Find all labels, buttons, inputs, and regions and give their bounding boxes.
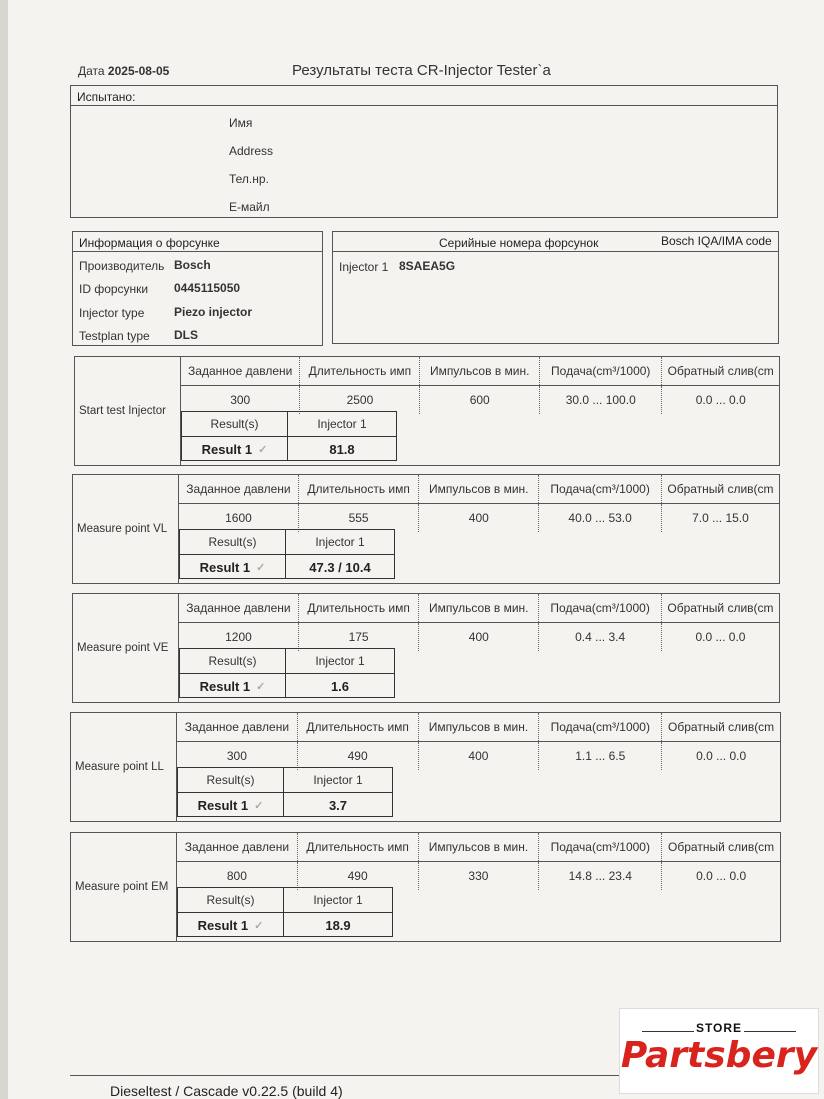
params-header-row	[179, 475, 779, 504]
injector-type-label: Injector type	[79, 306, 145, 320]
param-value: 7.0 ... 15.0	[692, 511, 749, 525]
code-label: Bosch IQA/IMA code	[661, 234, 772, 248]
result-label: Result 1	[197, 917, 249, 933]
injector-id-value: 0445115050	[174, 281, 241, 295]
test-name: Measure point VL	[77, 523, 168, 535]
tested-box	[70, 85, 778, 218]
param-header: Обратный слив(cm	[661, 594, 779, 623]
page-title: Результаты теста CR-Injector Tester`a	[292, 62, 551, 79]
result-table	[181, 411, 397, 461]
injector-header: Injector 1	[315, 535, 365, 549]
injector-id-label: ID форсунки	[79, 282, 149, 296]
param-header: Подача(cm³/1000)	[539, 475, 662, 504]
result-header: Result(s)	[178, 888, 284, 912]
params-header-row	[179, 594, 779, 623]
param-header: Подача(cm³/1000)	[539, 713, 662, 742]
params-value-row	[177, 862, 780, 891]
result-label-cell	[178, 793, 284, 817]
result-table	[179, 648, 395, 698]
injector-header: Injector 1	[317, 417, 367, 431]
injector-info-box	[72, 231, 323, 346]
result-value-row	[178, 912, 392, 937]
param-value: 490	[297, 862, 418, 891]
test-name: Measure point VE	[77, 642, 169, 654]
param-value: 600	[420, 386, 540, 415]
test-block	[74, 356, 780, 466]
field-phone: Тел.нр.	[229, 172, 269, 186]
check-icon: ✓	[258, 443, 268, 456]
test-params-table	[181, 357, 779, 414]
check-icon: ✓	[254, 799, 264, 812]
test-name: Start test Injector	[79, 405, 166, 417]
param-value: 1.1 ... 6.5	[539, 742, 662, 771]
param-value: 400	[418, 742, 539, 771]
date-value: 2025-08-05	[107, 64, 170, 78]
field-name: Имя	[229, 116, 253, 130]
result-header-row	[182, 412, 396, 436]
result-table	[177, 887, 393, 937]
param-header: Длительность имп	[297, 713, 418, 742]
field-email: E-майл	[229, 200, 270, 214]
param-header: Подача(cm³/1000)	[539, 833, 662, 862]
footer-rule	[70, 1075, 630, 1076]
params-header-row	[181, 357, 779, 386]
params-value-row	[181, 386, 779, 415]
injector-type-value: Piezo injector	[174, 305, 253, 319]
check-icon: ✓	[256, 680, 266, 693]
result-label: Result 1	[199, 678, 251, 694]
footer-text: Dieseltest / Cascade v0.22.5 (build 4)	[110, 1083, 343, 1099]
test-params-table	[177, 833, 780, 890]
result-header-row	[178, 888, 392, 912]
params-value-row	[177, 742, 780, 771]
check-icon: ✓	[254, 919, 264, 932]
param-header: Длительность имп	[298, 594, 418, 623]
param-header: Импульсов в мин.	[418, 713, 539, 742]
document-page	[8, 0, 824, 1099]
param-value: 400	[419, 623, 539, 652]
params-header-row	[177, 833, 780, 862]
test-name: Measure point EM	[75, 881, 169, 893]
param-header: Длительность имп	[300, 357, 420, 386]
logo-store: STORE	[695, 1021, 743, 1035]
result-label-cell	[180, 674, 286, 698]
param-value: 0.0 ... 0.0	[696, 869, 747, 883]
injector-info-title: Информация о форсунке	[73, 232, 322, 252]
param-value: 555	[298, 504, 418, 533]
params-value-row	[179, 504, 779, 533]
result-header: Result(s)	[180, 649, 286, 673]
result-header: Result(s)	[178, 768, 284, 792]
result-value: 47.3 / 10.4	[309, 559, 371, 575]
result-header-row	[180, 530, 394, 554]
result-value-row	[182, 436, 396, 461]
result-header-row	[178, 768, 392, 792]
param-header: Обратный слив(cm	[662, 833, 780, 862]
test-block	[72, 593, 780, 703]
param-value: 0.4 ... 3.4	[539, 623, 662, 652]
param-header: Импульсов в мин.	[420, 357, 540, 386]
result-value: 3.7	[328, 797, 348, 813]
date-line	[78, 64, 169, 78]
serials-title: Серийные номера форсунок	[439, 236, 599, 250]
result-header: Result(s)	[182, 412, 288, 436]
testplan-type-value: DLS	[174, 328, 198, 342]
manufacturer-value: Bosch	[174, 258, 211, 272]
result-table	[177, 767, 393, 817]
test-block	[72, 474, 780, 584]
result-value: 81.8	[329, 441, 355, 457]
param-header: Обратный слив(cm	[661, 475, 779, 504]
param-header: Заданное давлени	[179, 475, 298, 504]
param-value: 30.0 ... 100.0	[540, 386, 662, 415]
param-header: Импульсов в мин.	[419, 475, 539, 504]
param-value: 40.0 ... 53.0	[539, 504, 662, 533]
param-header: Подача(cm³/1000)	[540, 357, 662, 386]
param-header: Заданное давлени	[177, 833, 297, 862]
result-value-row	[178, 792, 392, 817]
param-value: 0.0 ... 0.0	[695, 630, 746, 644]
param-header: Заданное давлени	[179, 594, 298, 623]
result-label-cell	[182, 437, 288, 461]
injector-header: Injector 1	[315, 654, 365, 668]
result-header: Result(s)	[180, 530, 286, 554]
result-label-cell	[180, 555, 286, 579]
param-value: 400	[419, 504, 539, 533]
result-value-row	[180, 554, 394, 579]
test-block	[70, 832, 781, 942]
result-label: Result 1	[199, 559, 251, 575]
param-header: Обратный слив(cm	[662, 357, 779, 386]
result-value: 1.6	[330, 678, 350, 694]
partsbery-logo	[619, 1008, 819, 1094]
serials-header	[333, 232, 778, 252]
serials-box	[332, 231, 779, 344]
params-header-row	[177, 713, 780, 742]
param-value: 300	[181, 386, 300, 415]
test-block	[70, 712, 781, 822]
field-address: Address	[229, 144, 274, 158]
testplan-type-label: Testplan type	[79, 329, 150, 343]
test-name: Measure point LL	[75, 761, 164, 773]
param-value: 0.0 ... 0.0	[696, 749, 747, 763]
param-header: Заданное давлени	[181, 357, 300, 386]
test-params-table	[179, 475, 779, 532]
param-header: Обратный слив(cm	[662, 713, 780, 742]
param-value: 14.8 ... 23.4	[539, 862, 662, 891]
param-value: 2500	[300, 386, 420, 415]
param-value: 300	[177, 742, 297, 771]
param-value: 490	[297, 742, 418, 771]
result-label: Result 1	[201, 441, 253, 457]
manufacturer-label: Производитель	[79, 259, 165, 273]
logo-rule-right	[744, 1031, 796, 1032]
check-icon: ✓	[256, 561, 266, 574]
result-value-row	[180, 673, 394, 698]
test-params-table	[179, 594, 779, 651]
injector-header: Injector 1	[313, 893, 363, 907]
result-label: Result 1	[197, 797, 249, 813]
serial-injector-label: Injector 1	[339, 260, 389, 274]
result-label-cell	[178, 913, 284, 937]
injector-header: Injector 1	[313, 773, 363, 787]
param-value: 1200	[179, 623, 298, 652]
param-value: 800	[177, 862, 297, 891]
param-header: Длительность имп	[297, 833, 418, 862]
param-value: 330	[418, 862, 539, 891]
param-value: 1600	[179, 504, 298, 533]
date-label: Дата	[78, 64, 105, 78]
params-value-row	[179, 623, 779, 652]
param-header: Импульсов в мин.	[418, 833, 539, 862]
tested-label: Испытано:	[71, 86, 777, 106]
param-header: Заданное давлени	[177, 713, 297, 742]
param-header: Подача(cm³/1000)	[539, 594, 662, 623]
logo-brand: Partsbery	[620, 1035, 818, 1076]
result-table	[179, 529, 395, 579]
param-header: Импульсов в мин.	[419, 594, 539, 623]
serial-injector-value: 8SAEA5G	[399, 259, 456, 273]
param-header: Длительность имп	[298, 475, 418, 504]
result-value: 18.9	[325, 917, 351, 933]
param-value: 175	[298, 623, 418, 652]
param-value: 0.0 ... 0.0	[695, 393, 746, 407]
result-header-row	[180, 649, 394, 673]
test-params-table	[177, 713, 780, 770]
